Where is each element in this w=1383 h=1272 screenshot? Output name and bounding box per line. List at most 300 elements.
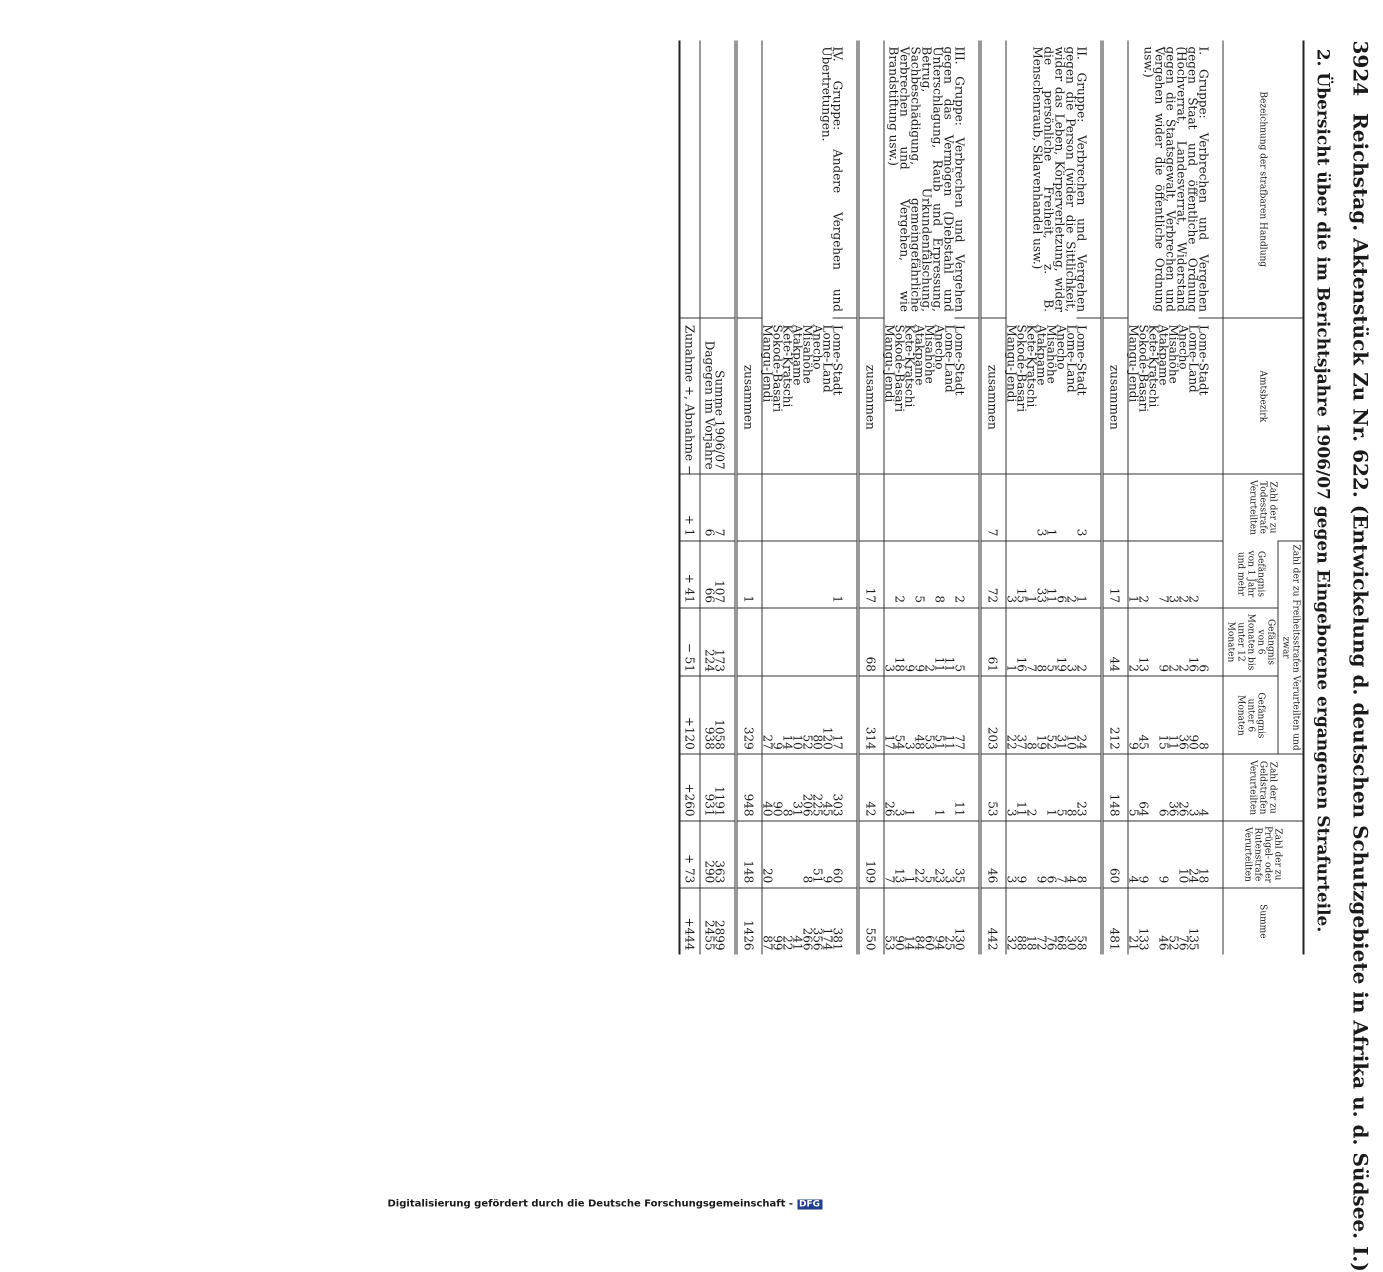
prison-1yr-cell: 15 — [1017, 541, 1027, 608]
offense-spacer — [680, 41, 701, 319]
prison-lt6-cell: 51 — [935, 676, 945, 754]
death-cell — [905, 474, 915, 541]
total-cell: 32 — [1006, 888, 1017, 955]
corporal-cell: 51 — [813, 821, 823, 888]
death-cell: 1 — [1047, 474, 1057, 541]
death-subtotal — [1102, 474, 1128, 541]
prison-1yr-cell — [762, 541, 773, 608]
prison-6-12-cell: 16 — [1189, 608, 1199, 677]
fine-subtotal: 948 — [736, 754, 762, 821]
district-cell: Lome-Land — [820, 324, 835, 393]
fine-subtotal: 148 — [1102, 754, 1128, 821]
total-cell: 60 — [925, 888, 935, 955]
offense-spacer — [980, 41, 1006, 319]
fine-cell: 1 — [905, 754, 915, 821]
prison-6-12-cell — [793, 608, 803, 677]
total-cell: 135 — [1189, 888, 1199, 955]
prison-lt6-previous: 938 — [700, 676, 715, 754]
corporal-cell: 60 — [833, 821, 859, 888]
subtotal-label: zusammen — [1102, 318, 1128, 474]
district-cell: Mangu-Jendi — [882, 324, 897, 403]
corporal-cell: 8 — [803, 821, 813, 888]
prison-6-12-cell: 2 — [1179, 608, 1189, 677]
district-cell: Atakpame — [1156, 324, 1171, 386]
death-cell — [803, 474, 813, 541]
prison-lt6-cell: 45 — [1139, 676, 1149, 754]
fine-total: 1191 — [715, 754, 737, 821]
district-cell: Kete-Kratschi — [1146, 324, 1161, 408]
prison-lt6-cell: 17 — [884, 676, 895, 754]
death-cell — [925, 474, 935, 541]
death-subtotal — [736, 474, 762, 541]
death-cell — [884, 474, 895, 541]
fine-cell: 26 — [1179, 754, 1189, 821]
prison-lt6-change: +120 — [680, 676, 701, 754]
prison-6-12-subtotal: 44 — [1102, 608, 1128, 677]
death-cell — [1017, 474, 1027, 541]
district-cell: Misahöhe — [1166, 324, 1181, 384]
death-cell — [1128, 474, 1139, 541]
prison-1yr-cell: 11 — [1047, 541, 1057, 608]
district-cell: Misahöhe — [1044, 324, 1059, 384]
prison-lt6-cell: 14 — [783, 676, 793, 754]
corporal-cell: 4 — [1067, 821, 1077, 888]
prison-6-12-cell: 11 — [935, 608, 945, 677]
prison-lt6-cell: 10 — [1067, 676, 1077, 754]
fine-previous: 931 — [700, 754, 715, 821]
prison-lt6-subtotal: 314 — [858, 676, 884, 754]
corporal-subtotal: 60 — [1102, 821, 1128, 888]
total-cell: 133 — [1139, 888, 1149, 955]
prison-1yr-previous: 66 — [700, 541, 715, 608]
prison-6-12-change: − 51 — [680, 608, 701, 677]
total-cell: 174 — [823, 888, 833, 955]
col-fine-header: Zahl der zu Geldstrafen Verurteilten — [1223, 754, 1304, 821]
prison-6-12-cell: 2 — [1128, 608, 1139, 677]
fine-cell: 3 — [895, 754, 905, 821]
fine-cell: 64 — [1139, 754, 1149, 821]
fine-cell: 8 — [1067, 754, 1077, 821]
total-previous: 2455 — [700, 888, 715, 955]
prison-1yr-total: 107 — [715, 541, 737, 608]
fine-cell: 90 — [773, 754, 783, 821]
death-cell — [935, 474, 945, 541]
subtotal-row — [736, 41, 762, 955]
digitization-note — [388, 1199, 988, 1210]
prison-6-12-cell: 19 — [1057, 608, 1067, 677]
digitization-note-text: Digitalisierung gefördert durch die Deutsche Forschungsgemeinschaft - — [387, 1198, 794, 1210]
fine-cell: 1 — [1047, 754, 1057, 821]
district-cell: Atakpame — [790, 324, 805, 386]
prison-1yr-subtotal: 17 — [1102, 541, 1128, 608]
death-cell — [1139, 474, 1149, 541]
death-previous: 6 — [700, 474, 715, 541]
prison-1yr-cell: 3 — [1006, 541, 1017, 608]
prison-lt6-cell: 11 — [1169, 676, 1179, 754]
prison-lt6-cell: 9 — [1128, 676, 1139, 754]
district-cell: Kete-Kratschi — [902, 324, 917, 408]
prison-1yr-cell: 1 — [1128, 541, 1139, 608]
prison-6-12-subtotal — [736, 608, 762, 677]
death-cell — [1199, 474, 1224, 541]
prison-lt6-subtotal: 329 — [736, 676, 762, 754]
corporal-previous: 290 — [700, 821, 715, 888]
prison-6-12-cell — [803, 608, 813, 677]
fine-cell: 206 — [803, 754, 813, 821]
death-cell — [773, 474, 783, 541]
running-header — [1333, 40, 1373, 1272]
death-cell — [1189, 474, 1199, 541]
prison-lt6-cell: 11 — [945, 676, 955, 754]
corporal-subtotal: 148 — [736, 821, 762, 888]
fine-cell: 2 — [1027, 754, 1037, 821]
fine-cell: 36 — [1169, 754, 1179, 821]
fine-cell: 26 — [884, 754, 895, 821]
prison-6-12-cell: 5 — [955, 608, 981, 677]
subtotal-label: zusammen — [980, 318, 1006, 474]
prison-lt6-cell: 90 — [1189, 676, 1199, 754]
total-cell: 87 — [762, 888, 773, 955]
prison-6-12-cell: 5 — [1047, 608, 1057, 677]
prison-6-12-cell: 2 — [1169, 608, 1179, 677]
prison-6-12-cell: 11 — [945, 608, 955, 677]
prison-1yr-subtotal: 17 — [858, 541, 884, 608]
death-cell — [833, 474, 859, 541]
col-prison-lt6-header: Gefängnis unter 6 Monaten — [1223, 676, 1278, 754]
total-label: Summe 1906/07 — [715, 318, 737, 474]
prison-lt6-cell: 15 — [1159, 676, 1169, 754]
prison-lt6-total: 1058 — [715, 676, 737, 754]
page-number: 3924 — [1348, 40, 1373, 97]
total-cell: 68 — [1057, 888, 1067, 955]
corporal-cell: 7 — [884, 821, 895, 888]
fine-subtotal: 42 — [858, 754, 884, 821]
fine-subtotal: 53 — [980, 754, 1006, 821]
col-total-header: Summe — [1223, 888, 1304, 955]
fine-cell: 8 — [783, 754, 793, 821]
total-cell — [1199, 888, 1224, 955]
prison-1yr-cell: 1 — [1027, 541, 1037, 608]
prison-lt6-cell: 37 — [1017, 676, 1027, 754]
fine-cell: 23 — [1077, 754, 1103, 821]
prison-1yr-cell: 7 — [1159, 541, 1169, 608]
death-cell — [1159, 474, 1169, 541]
running-title: Reichstag. Aktenstück Zu Nr. 622. (Entwickelung d. deutschen Schutzgebiete in Afrika u. d. Südsee. I.) — [1348, 113, 1373, 1272]
prison-6-12-cell: 1 — [1006, 608, 1017, 677]
corporal-cell: 9 — [1037, 821, 1047, 888]
prison-lt6-cell: 52 — [1047, 676, 1057, 754]
prison-6-12-cell — [762, 608, 773, 677]
prison-6-12-cell: 8 — [1037, 608, 1047, 677]
death-cell — [783, 474, 793, 541]
corporal-cell: 9 — [1017, 821, 1027, 888]
fine-cell: 11 — [955, 754, 981, 821]
prison-1yr-cell: 2 — [1189, 541, 1199, 608]
district-cell: Mangu-Jendi — [1126, 324, 1141, 403]
prison-lt6-cell: 52 — [803, 676, 813, 754]
district-cell: Atakpame — [912, 324, 927, 386]
prison-6-12-cell: 9 — [905, 608, 915, 677]
district-cell: Anecho — [932, 324, 947, 370]
corporal-cell: 35 — [955, 821, 981, 888]
prison-6-12-cell — [823, 608, 833, 677]
district-cell: Kete-Kratschi — [780, 324, 795, 408]
col-offense-header: Bezeichnung der strafbaren Handlung — [1223, 41, 1304, 319]
total-subtotal: 442 — [980, 888, 1006, 955]
total-cell: 99 — [773, 888, 783, 955]
corporal-subtotal: 46 — [980, 821, 1006, 888]
total-cell: 381 — [833, 888, 859, 955]
death-cell — [895, 474, 905, 541]
prison-lt6-subtotal: 203 — [980, 676, 1006, 754]
death-cell: 3 — [1037, 474, 1047, 541]
prison-lt6-cell: 36 — [1179, 676, 1189, 754]
district-cell: Lome-Stadt — [955, 318, 981, 474]
corporal-cell: 9 — [1139, 821, 1149, 888]
district-cell: Lome-Land — [1064, 324, 1079, 393]
corporal-cell: 5 — [925, 821, 935, 888]
prison-1yr-cell: 5 — [915, 541, 925, 608]
subtotal-label: zusammen — [858, 318, 884, 474]
district-cell: Lome-Land — [1186, 324, 1201, 393]
col-prison-group-header: Zahl der zu Freiheitsstrafen Verurteilten und zwar — [1278, 541, 1304, 754]
prison-6-12-cell: 18 — [895, 608, 905, 677]
corporal-cell — [783, 821, 793, 888]
table-title: 2. Übersicht über die im Berichtsjahre 1906/07 gegen Eingeborene ergangenen Strafurteile. — [1312, 48, 1333, 933]
prison-6-12-cell: 16 — [1017, 608, 1027, 677]
district-cell: Lome-Land — [942, 324, 957, 393]
total-cell: 25 — [945, 888, 955, 955]
death-cell — [955, 474, 981, 541]
table-row — [1077, 41, 1103, 955]
fine-change: +260 — [680, 754, 701, 821]
corporal-cell: 24 — [1189, 821, 1199, 888]
death-cell — [915, 474, 925, 541]
col-death-header: Zahl der zu Todesstrafe Verurteilten — [1223, 474, 1304, 541]
corporal-cell: 13 — [895, 821, 905, 888]
prison-6-12-cell: 3 — [1067, 608, 1077, 677]
total-cell: 84 — [915, 888, 925, 955]
death-cell — [1179, 474, 1189, 541]
fine-cell: 45 — [823, 754, 833, 821]
offense-description: IV. Gruppe: Andere Vergehen und Übertretungen. — [819, 46, 845, 312]
total-cell: 21 — [1128, 888, 1139, 955]
district-cell: Sokodé-Basari — [770, 324, 785, 413]
district-cell: Anecho — [1176, 324, 1191, 370]
fine-cell: 4 — [1199, 754, 1224, 821]
prison-6-12-cell — [813, 608, 823, 677]
prison-6-12-cell — [833, 608, 859, 677]
prison-lt6-cell: 54 — [895, 676, 905, 754]
corporal-cell: 7 — [1057, 821, 1067, 888]
prison-1yr-cell: 3 — [1169, 541, 1179, 608]
offense-spacer — [700, 41, 715, 319]
prison-1yr-cell — [1199, 541, 1224, 608]
death-cell — [762, 474, 773, 541]
prison-lt6-cell: 17 — [833, 676, 859, 754]
prison-6-12-cell: 2 — [1077, 608, 1103, 677]
prison-lt6-cell: 9 — [773, 676, 783, 754]
prison-1yr-cell — [803, 541, 813, 608]
prison-1yr-change: + 41 — [680, 541, 701, 608]
offense-spacer — [858, 41, 884, 319]
total-total: 2899 — [715, 888, 737, 955]
corporal-cell: 10 — [1179, 821, 1189, 888]
total-subtotal: 550 — [858, 888, 884, 955]
offense-description: III. Gruppe: Verbrechen und Vergehen gegen das Vermögen (Diebstahl und Unterschlagung, Raub und Erpressung, Betrug, Urkundenfälschung, Sachbeschädigung, gemeingefährliche Verbrechen und Vergehen, wie Brandstiftung usw.) — [886, 46, 967, 312]
offense-spacer — [715, 41, 737, 319]
prison-1yr-cell — [773, 541, 783, 608]
col-corporal-header: Zahl der zu Prügel- oder Rutenstrafe Verurteilten — [1223, 821, 1304, 888]
prison-lt6-cell: 8 — [1027, 676, 1037, 754]
prison-6-12-cell: 2 — [925, 608, 935, 677]
offense-spacer — [1102, 41, 1128, 319]
total-cell: 30 — [1067, 888, 1077, 955]
death-cell: 3 — [1077, 474, 1103, 541]
total-cell: 94 — [935, 888, 945, 955]
fine-cell: 40 — [762, 754, 773, 821]
subtotal-row — [1102, 41, 1128, 955]
death-cell — [793, 474, 803, 541]
death-cell — [945, 474, 955, 541]
dfg-logo: DFG — [799, 1199, 821, 1210]
total-cell: 18 — [1027, 888, 1037, 955]
district-cell: Lome-Stadt — [1077, 318, 1103, 474]
prison-lt6-cell: 24 — [1077, 676, 1103, 754]
total-cell: 46 — [1159, 888, 1169, 955]
prison-lt6-cell: 31 — [1057, 676, 1067, 754]
fine-cell: 5 — [1128, 754, 1139, 821]
district-cell: Lome-Stadt — [833, 318, 859, 474]
table-body — [680, 41, 1224, 955]
total-cell: 130 — [955, 888, 981, 955]
total-cell: 58 — [1077, 888, 1103, 955]
total-subtotal: 481 — [1102, 888, 1128, 955]
total-cell: 90 — [895, 888, 905, 955]
corporal-cell: 6 — [1047, 821, 1057, 888]
total-cell: 266 — [803, 888, 813, 955]
prison-lt6-cell: 10 — [793, 676, 803, 754]
col-prison-6-12-header: Gefängnis von 6 Monaten bis unter 12 Monaten — [1223, 608, 1278, 677]
table-row — [1199, 41, 1224, 955]
district-cell: Mangu-Jendi — [1004, 324, 1019, 403]
corporal-cell: 1 — [905, 821, 915, 888]
district-cell: Misahöhe — [800, 324, 815, 384]
death-change: + 1 — [680, 474, 701, 541]
corporal-cell: 18 — [1199, 821, 1224, 888]
death-total: 7 — [715, 474, 737, 541]
prison-6-12-subtotal: 61 — [980, 608, 1006, 677]
offense-description: II. Gruppe: Verbrechen und Vergehen gegen die Person (wider die Sittlichkeit, wider das Leben, Körperverletzung, wider die persönliche Freiheit, z. B. Menschenraub, Sklavenhandel usw.) — [1030, 46, 1089, 312]
subtotal-row — [980, 41, 1006, 955]
prison-lt6-cell: 19 — [1037, 676, 1047, 754]
prison-1yr-cell: 8 — [935, 541, 945, 608]
prison-lt6-cell: 8 — [1199, 676, 1224, 754]
total-change: +444 — [680, 888, 701, 955]
corporal-cell: 9 — [823, 821, 833, 888]
total-row — [715, 41, 737, 955]
district-cell: Sokodé-Basari — [892, 324, 907, 413]
fine-cell: 225 — [813, 754, 823, 821]
death-cell — [1006, 474, 1017, 541]
change-label: Zunahme +, Abnahme − — [680, 318, 701, 474]
corporal-cell: 20 — [762, 821, 773, 888]
corporal-cell: 3 — [945, 821, 955, 888]
prison-6-12-cell — [773, 608, 783, 677]
corporal-cell: 23 — [935, 821, 945, 888]
fine-cell: 11 — [1017, 754, 1027, 821]
district-cell: Sokodé-Basari — [1014, 324, 1029, 413]
total-cell: 72 — [1037, 888, 1047, 955]
total-cell: 52 — [1169, 888, 1179, 955]
prison-6-12-cell: 6 — [1199, 608, 1224, 677]
corporal-subtotal: 109 — [858, 821, 884, 888]
death-cell — [1169, 474, 1179, 541]
prison-1yr-cell: 2 — [1067, 541, 1077, 608]
corporal-total: 363 — [715, 821, 737, 888]
corporal-cell: 9 — [1159, 821, 1169, 888]
document-page — [0, 1, 1383, 1272]
prison-6-12-cell: 9 — [915, 608, 925, 677]
district-cell: Lome-Stadt — [1199, 318, 1224, 474]
sentences-table — [679, 41, 1305, 955]
district-cell: Misahöhe — [922, 324, 937, 384]
corporal-cell: 22 — [915, 821, 925, 888]
prison-lt6-subtotal: 212 — [1102, 676, 1128, 754]
prison-6-12-total: 173 — [715, 608, 737, 677]
table-row — [833, 41, 859, 955]
district-cell: Anecho — [1054, 324, 1069, 370]
total-cell: 14 — [905, 888, 915, 955]
prison-1yr-cell: 6 — [1057, 541, 1067, 608]
subtotal-label: zusammen — [736, 318, 762, 474]
district-cell: Atakpame — [1034, 324, 1049, 386]
prison-6-12-previous: 224 — [700, 608, 715, 677]
total-cell: 41 — [793, 888, 803, 955]
offense-spacer — [736, 41, 762, 319]
change-row — [680, 41, 701, 955]
prison-lt6-cell: 3 — [905, 676, 915, 754]
prison-lt6-cell: 80 — [813, 676, 823, 754]
prison-lt6-cell: 48 — [915, 676, 925, 754]
corporal-cell: 4 — [1128, 821, 1139, 888]
prison-1yr-subtotal: 1 — [736, 541, 762, 608]
fine-cell: 31 — [793, 754, 803, 821]
prison-1yr-cell — [783, 541, 793, 608]
district-cell: Anecho — [810, 324, 825, 370]
fine-cell: 3 — [1189, 754, 1199, 821]
prison-1yr-cell — [813, 541, 823, 608]
total-cell: 88 — [1017, 888, 1027, 955]
prison-1yr-cell: 2 — [1139, 541, 1149, 608]
death-cell — [1149, 474, 1159, 541]
total-cell: 76 — [1047, 888, 1057, 955]
death-subtotal — [858, 474, 884, 541]
col-prison-1yr-header: Gefängnis von 1 Jahr und mehr — [1223, 541, 1278, 608]
district-cell: Mangu-Jendi — [760, 324, 775, 403]
fine-cell: 3 — [1006, 754, 1017, 821]
fine-cell: 5 — [1057, 754, 1067, 821]
prison-6-12-subtotal: 68 — [858, 608, 884, 677]
prison-1yr-cell — [793, 541, 803, 608]
total-subtotal: 1426 — [736, 888, 762, 955]
prison-lt6-cell: 27 — [762, 676, 773, 754]
prison-lt6-cell: 77 — [955, 676, 981, 754]
district-cell: Kete-Kratschi — [1024, 324, 1039, 408]
district-cell: Sokodé-Basari — [1136, 324, 1151, 413]
death-cell — [823, 474, 833, 541]
offense-description: I. Gruppe: Verbrechen und Vergehen gegen Staat und öffentliche Ordnung (Hochverrat, Landesverrat, Widerstand gegen die Staatsgewalt, Verbrechen und Vergehen wider die öffentliche Ordnung usw.) — [1141, 46, 1211, 312]
